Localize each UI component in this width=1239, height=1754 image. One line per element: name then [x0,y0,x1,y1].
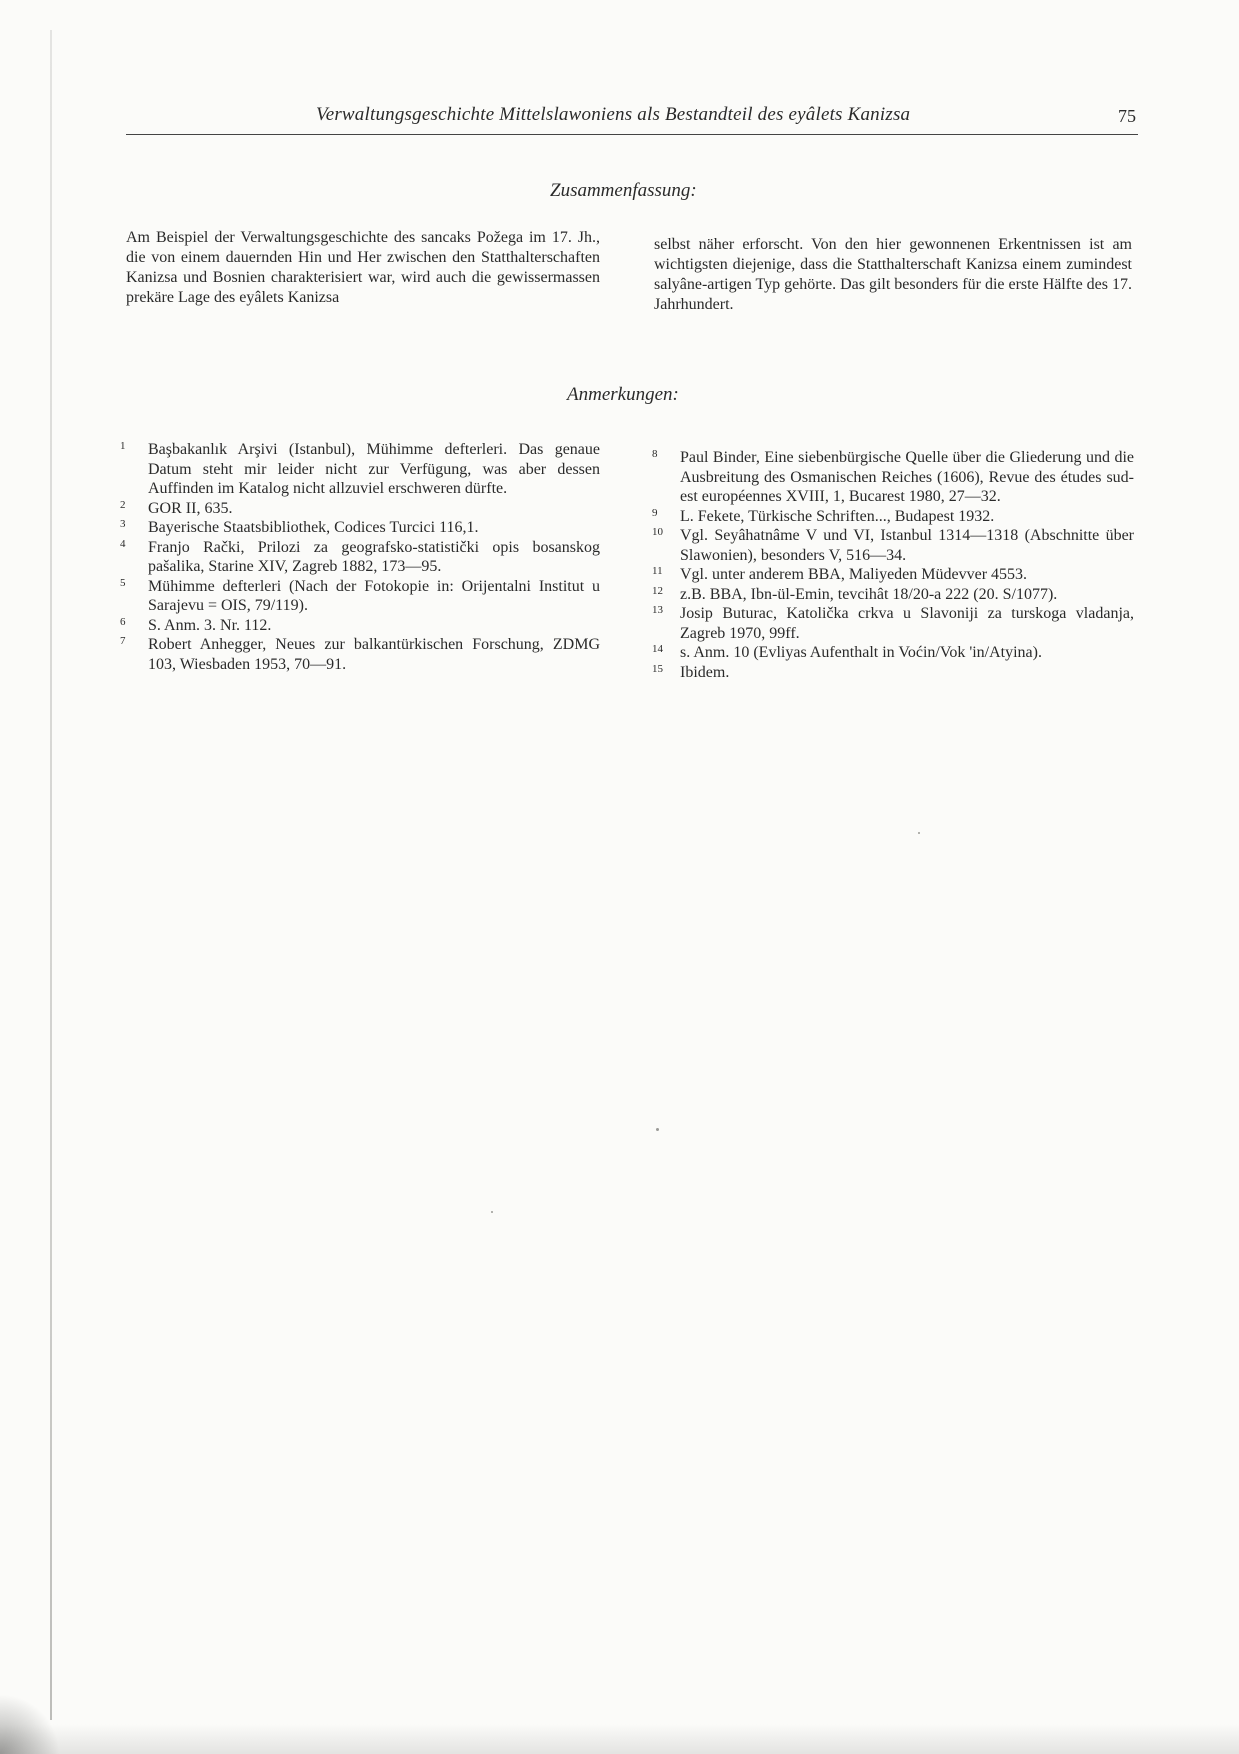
note-1 [120,440,600,499]
notes-heading: Anmerkungen: [567,384,679,405]
note-text: Vgl. unter anderem BBA, Maliyeden Müdevver 4553. [680,566,1028,583]
note-5 [120,577,600,616]
note-text: s. Anm. 10 (Evliyas Aufenthalt in Voćin/Vok 'in/Atyina). [680,644,1042,661]
note-number: 9 [652,506,658,519]
note-4 [120,538,600,577]
note-text: Robert Anhegger, Neues zur balkantürkischen Forschung, ZDMG 103, Wiesbaden 1953, 70—91. [148,636,600,673]
note-text: Bayerische Staatsbibliothek, Codices Turcici 116,1. [148,519,479,536]
note-number: 2 [120,498,126,511]
note-text: Mühimme defterleri (Nach der Fotokopie in: Orijentalni Institut u Sarajevu = OIS, 79/119). [148,577,600,614]
summary-left-column: Am Beispiel der Verwaltungsgeschichte des sancaks Požega im 17. Jh., die von einem dauernden Hin und Her zwischen den Statthalterschaften Kanizsa und Bosnien charakterisiert war, wird auch die gewissermassen prekäre Lage des eyâlets Kanizsa [126,229,600,306]
note-text: Ibidem. [680,663,730,681]
note-text: z.B. BBA, Ibn-ül-Emin, tevcihât 18/20-a 222 (20. S/1077). [680,585,1058,603]
note-6 [120,616,600,636]
scan-speck [918,832,920,834]
note-text: Paul Binder, Eine siebenbürgische Quelle über die Gliederung und die Ausbreitung des Osmanischen Reiches (1606), Revue des études sud-est européennes XVIII, 1, Bucarest 1980, 27—32. [680,449,1134,505]
note-text: S. Anm. 3. Nr. 112. [148,616,272,634]
notes-left-column [120,440,600,674]
note-number: 13 [652,604,663,616]
note-14 [652,643,1134,663]
note-7 [120,635,600,674]
note-10 [652,526,1134,565]
scan-shadow-corner [0,1694,60,1754]
summary-heading: Zusammenfassung: [550,180,697,201]
summary-right-column: selbst näher erforscht. Von den hier gewonnenen Erkentnissen ist am wichtigsten diejenige, dass die Statthalterschaft Kanizsa einem zumindest salyâne-artigen Typ gehörte. Das gilt besonders für die erste Hälfte des 17. Jahrhundert. [654,236,1132,313]
note-8 [652,448,1134,507]
note-number: 4 [120,537,126,550]
note-number: 8 [652,448,658,460]
scan-speck [491,1211,493,1213]
note-text: L. Fekete, Türkische Schriften..., Budapest 1932. [680,507,995,525]
note-9 [652,507,1134,527]
scan-shadow-left [50,30,52,1720]
note-3 [120,518,600,538]
note-11 [652,565,1134,585]
note-12 [652,585,1134,605]
page-header [126,100,1138,135]
notes-right-column [652,448,1134,682]
note-text: Başbakanlık Arşivi (Istanbul), Mühimme defterleri. Das genaue Datum steht mir leider nicht zur Verfügung, was aber dessen Auffinden im Katalog nicht allzuviel erschweren dürfte. [148,441,600,497]
note-number: 11 [652,565,663,577]
scan-shadow-bottom [0,1724,1239,1754]
note-text: Franjo Rački, Prilozi za geografsko-statistički opis bosanskog pašalika, Starine XIV, Zagreb 1882, 173—95. [148,538,600,575]
note-2 [120,499,600,519]
running-title: Verwaltungsgeschichte Mittelslawoniens als Bestandteil des eyâlets Kanizsa [316,104,911,125]
note-number: 14 [652,643,663,655]
note-15 [652,663,1134,683]
note-text: GOR II, 635. [148,499,233,517]
note-number: 15 [652,662,663,675]
note-number: 3 [120,518,126,530]
page-number: 75 [1118,106,1136,126]
note-text: Josip Buturac, Katolička crkva u Slavoniji za turskoga vladanja, Zagreb 1970, 99ff. [680,605,1134,642]
note-number: 7 [120,635,126,647]
scan-speck [656,1128,659,1131]
note-text: Vgl. Seyâhatnâme V und VI, Istanbul 1314—1318 (Abschnitte über Slawonien), besonders V, 516—34. [680,527,1134,564]
note-number: 1 [120,440,126,452]
note-number: 5 [120,576,126,589]
note-number: 10 [652,526,663,538]
note-number: 6 [120,615,126,628]
note-13 [652,604,1134,643]
note-number: 12 [652,584,663,597]
